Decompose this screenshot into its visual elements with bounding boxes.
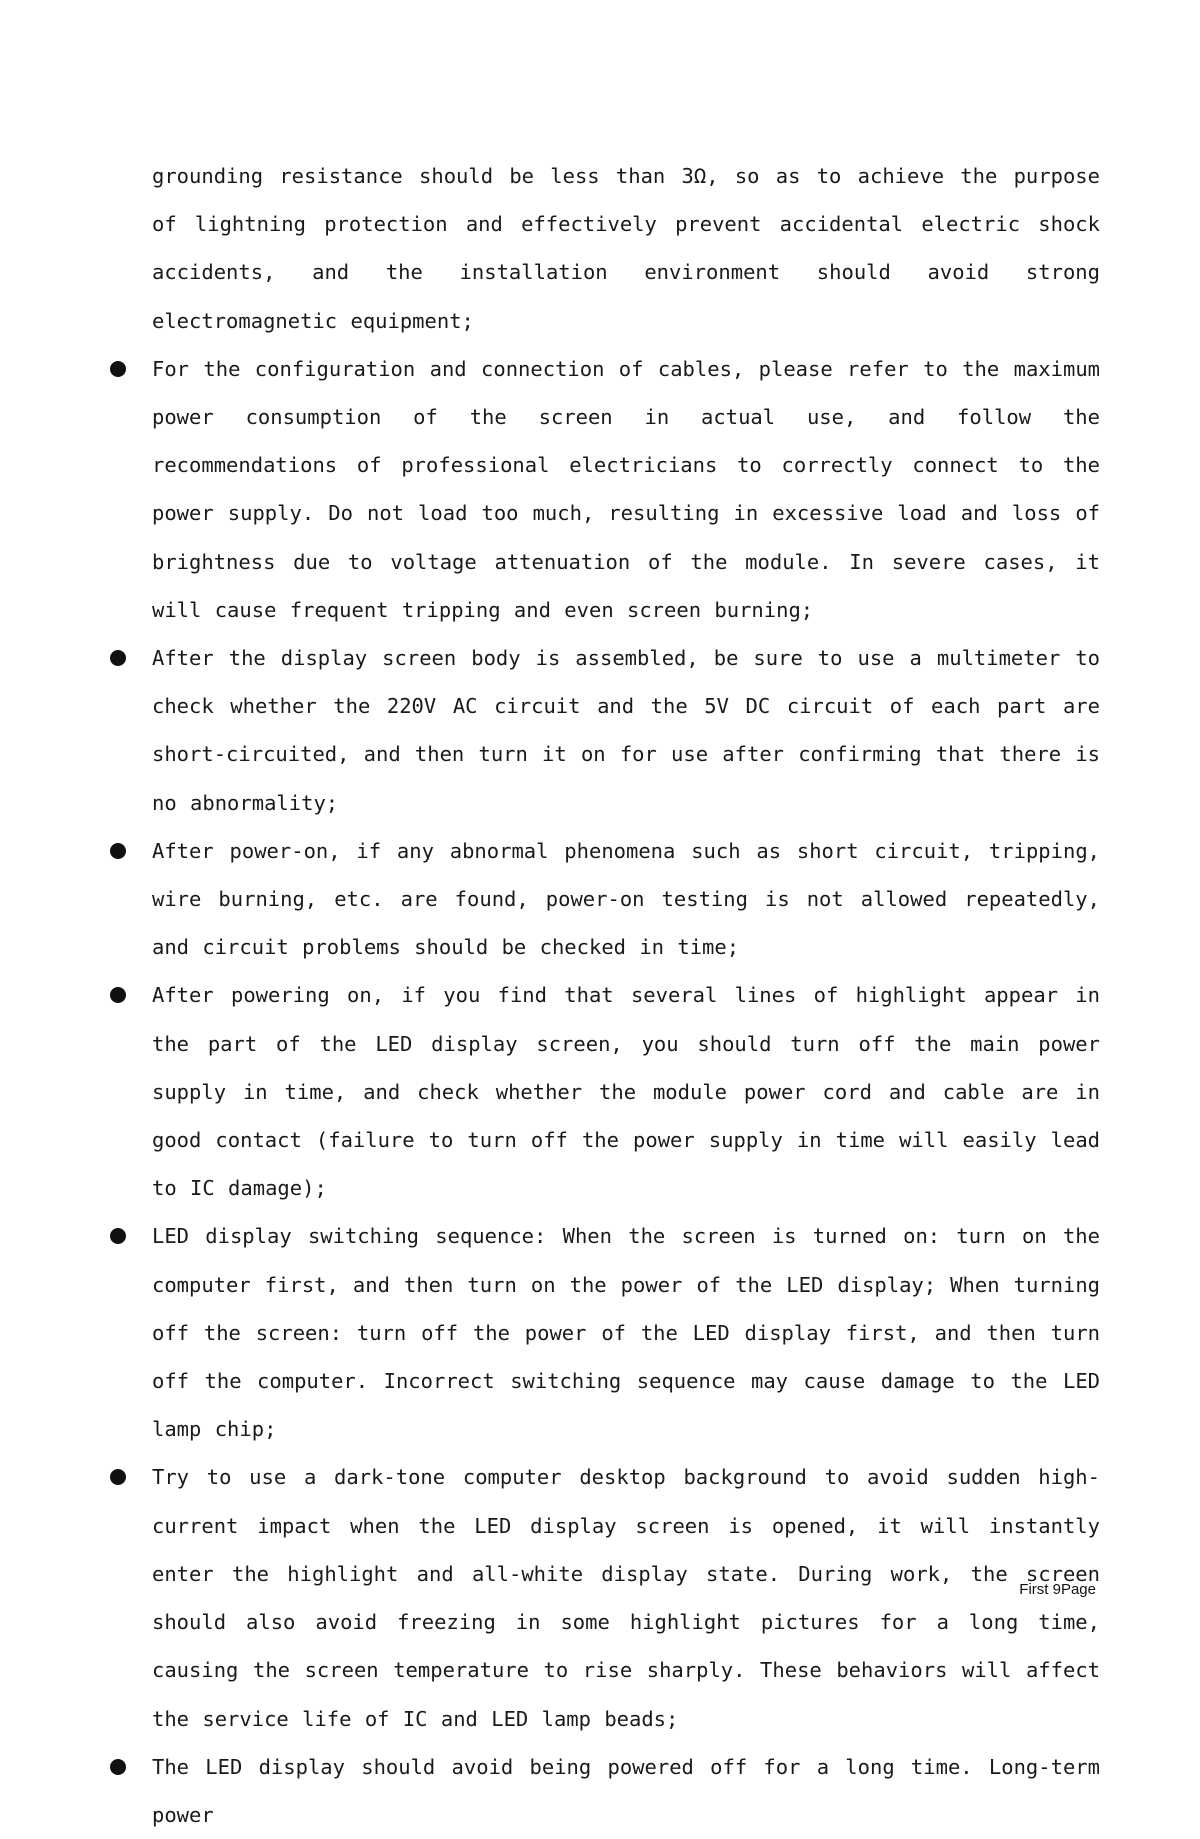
list-item-text: After powering on, if you find that several lines of highlight appear in the part of the LED display screen, you should turn off the main power supply in time, and check whether the module power cord and cable are in good contact (failure to turn off the power supply in time will easily lead to IC damage); [152,983,1100,1201]
bullet-icon [110,1469,126,1485]
bullet-icon [110,361,126,377]
bullet-icon [110,987,126,1003]
list-item-text: After power-on, if any abnormal phenomena such as short circuit, tripping, wire burning, etc. are found, power-on testing is not allowed repeatedly, and circuit problems should be checked in time; [152,838,1100,960]
list-item-text: For the configuration and connection of cables, please refer to the maximum power consumption of the screen in actual use, and follow the recommendations of professional electricians to correctly connect to the power supply. Do not load too much, resulting in excessive load and loss of brightness due to voltage attenuation of the module. In severe cases, it will cause frequent tripping and even screen burning; [152,356,1100,622]
bullet-icon [110,1228,126,1244]
page-number: First 9Page [1019,1581,1096,1598]
list-item [152,634,1100,827]
list-item-text: After the display screen body is assembled, be sure to use a multimeter to check whether the 220V AC circuit and the 5V DC circuit of each part are short-circuited, and then turn it on for use after confirming that there is no abnormality; [152,646,1100,815]
list-item [152,971,1100,1212]
list-item-text: LED display switching sequence: When the screen is turned on: turn on the computer first, and then turn on the power of the LED display; When turning off the screen: turn off the power of the LED display first, and then turn off the computer. Incorrect switching sequence may cause damage to the LED lamp chip; [152,1224,1100,1442]
list-item-text: Try to use a dark-tone computer desktop background to avoid sudden high-current impact when the LED display screen is opened, it will instantly enter the highlight and all-white display state. During work, the screen should also avoid freezing in some highlight pictures for a long time, causing the screen temperature to rise sharply. These behaviors will affect the service life of IC and LED lamp beads; [152,1465,1100,1731]
list-item [152,345,1100,634]
bullet-icon [110,650,126,666]
list-item-text: The LED display should avoid being powered off for a long time. Long-term power [152,1754,1100,1827]
bullet-icon [110,843,126,859]
list-item [152,827,1100,972]
continuation-paragraph: grounding resistance should be less than 3Ω, so as to achieve the purpose of lightning protection and effectively prevent accidental electric shock accidents, and the installation environment should avoid strong electromagnetic equipment; [152,164,1100,333]
list-item [152,1743,1100,1839]
list-item [152,1453,1100,1742]
list-item [152,1212,1100,1453]
document-body [152,152,1100,1839]
bullet-icon [110,1759,126,1775]
